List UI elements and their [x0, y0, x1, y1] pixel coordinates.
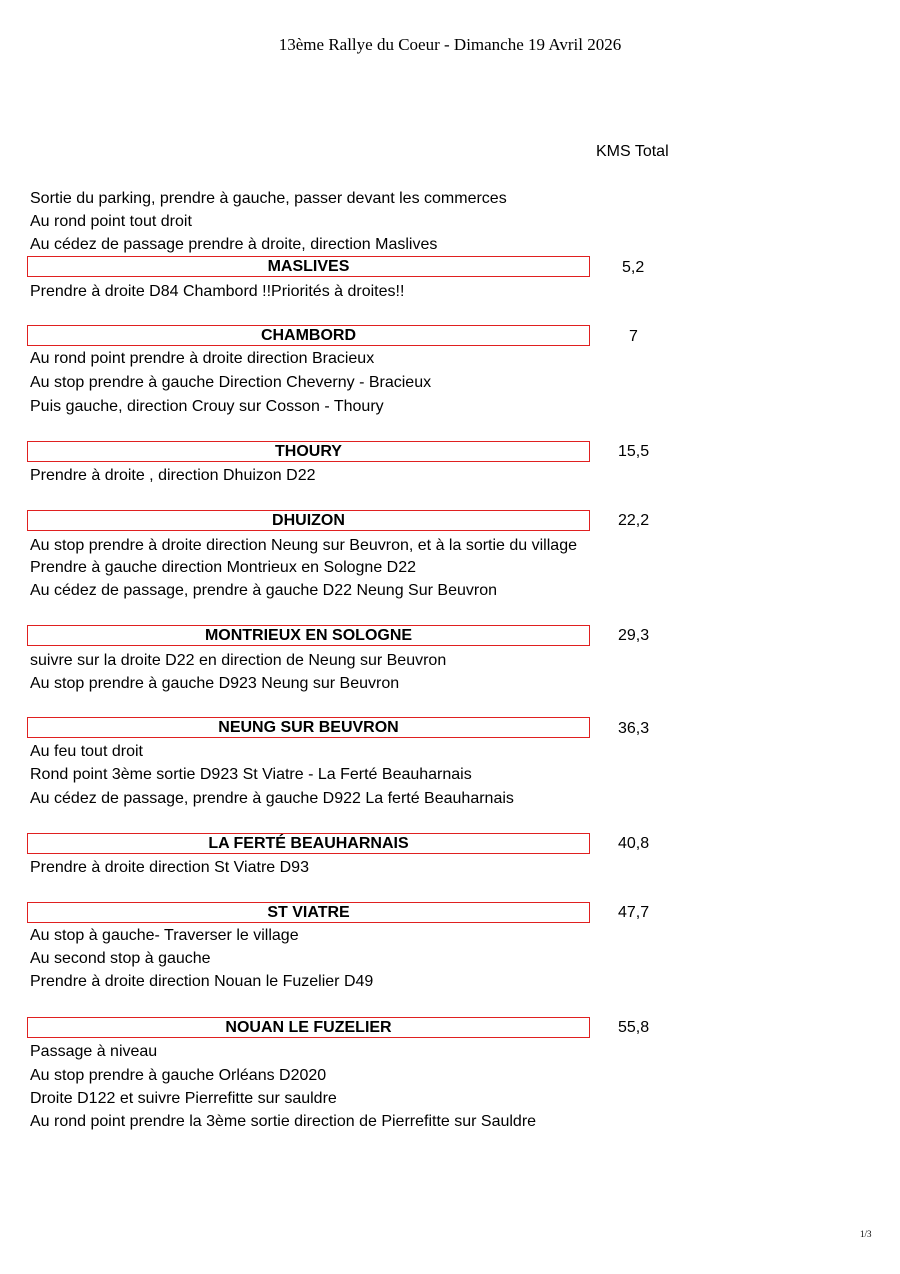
instruction-line: Sortie du parking, prendre à gauche, passer devant les commerces: [30, 190, 507, 207]
instruction-line: Au stop prendre à droite direction Neung sur Beuvron, et à la sortie du village: [30, 537, 577, 554]
instruction-line: Puis gauche, direction Crouy sur Cosson - Thoury: [30, 398, 384, 415]
instruction-line: Au stop prendre à gauche D923 Neung sur Beuvron: [30, 675, 400, 692]
km-total: 5,2: [622, 259, 645, 276]
instruction-line: Au cédez de passage, prendre à gauche D922 La ferté Beauharnais: [30, 790, 514, 807]
kms-total-header: KMS Total: [596, 143, 669, 160]
instruction-line: Au rond point tout droit: [30, 213, 192, 230]
instruction-line: Au stop prendre à gauche Orléans D2020: [30, 1067, 327, 1084]
instruction-line: Prendre à gauche direction Montrieux en Sologne D22: [30, 559, 417, 576]
km-total: 47,7: [618, 904, 650, 921]
instruction-line: Prendre à droite D84 Chambord !!Priorités à droites!!: [30, 283, 405, 300]
instruction-line: Passage à niveau: [30, 1043, 158, 1060]
waypoint-montrieux-en-sologne: MONTRIEUX EN SOLOGNE: [27, 625, 590, 646]
instruction-line: Prendre à droite , direction Dhuizon D22: [30, 467, 316, 484]
instruction-line: suivre sur la droite D22 en direction de Neung sur Beuvron: [30, 652, 447, 669]
instruction-line: Rond point 3ème sortie D923 St Viatre - La Ferté Beauharnais: [30, 766, 472, 783]
instruction-line: Au second stop à gauche: [30, 950, 211, 967]
instruction-line: Au cédez de passage, prendre à gauche D22 Neung Sur Beuvron: [30, 582, 497, 599]
instruction-line: Droite D122 et suivre Pierrefitte sur sauldre: [30, 1090, 337, 1107]
page-number: 1/3: [860, 1229, 872, 1239]
waypoint-maslives: MASLIVES: [27, 256, 590, 277]
instruction-line: Au stop à gauche- Traverser le village: [30, 927, 299, 944]
instruction-line: Prendre à droite direction St Viatre D93: [30, 859, 309, 876]
km-total: 40,8: [618, 835, 650, 852]
waypoint-st-viatre: ST VIATRE: [27, 902, 590, 923]
km-total: 36,3: [618, 720, 650, 737]
instruction-line: Au feu tout droit: [30, 743, 143, 760]
km-total: 7: [629, 328, 638, 345]
waypoint-la-ferte-beauharnais: LA FERTÉ BEAUHARNAIS: [27, 833, 590, 854]
document-title: 13ème Rallye du Coeur - Dimanche 19 Avril 2026: [278, 35, 622, 54]
waypoint-chambord: CHAMBORD: [27, 325, 590, 346]
instruction-line: Prendre à droite direction Nouan le Fuzelier D49: [30, 973, 374, 990]
instruction-line: Au rond point prendre la 3ème sortie direction de Pierrefitte sur Sauldre: [30, 1113, 537, 1130]
instruction-line: Au cédez de passage prendre à droite, direction Maslives: [30, 236, 438, 253]
km-total: 55,8: [618, 1019, 650, 1036]
waypoint-nouan-le-fuzelier: NOUAN LE FUZELIER: [27, 1017, 590, 1038]
km-total: 29,3: [618, 627, 650, 644]
waypoint-dhuizon: DHUIZON: [27, 510, 590, 531]
km-total: 15,5: [618, 443, 650, 460]
waypoint-neung-sur-beuvron: NEUNG SUR BEUVRON: [27, 717, 590, 738]
instruction-line: Au rond point prendre à droite direction Bracieux: [30, 350, 375, 367]
waypoint-thoury: THOURY: [27, 441, 590, 462]
instruction-line: Au stop prendre à gauche Direction Cheverny - Bracieux: [30, 374, 432, 391]
km-total: 22,2: [618, 512, 650, 529]
